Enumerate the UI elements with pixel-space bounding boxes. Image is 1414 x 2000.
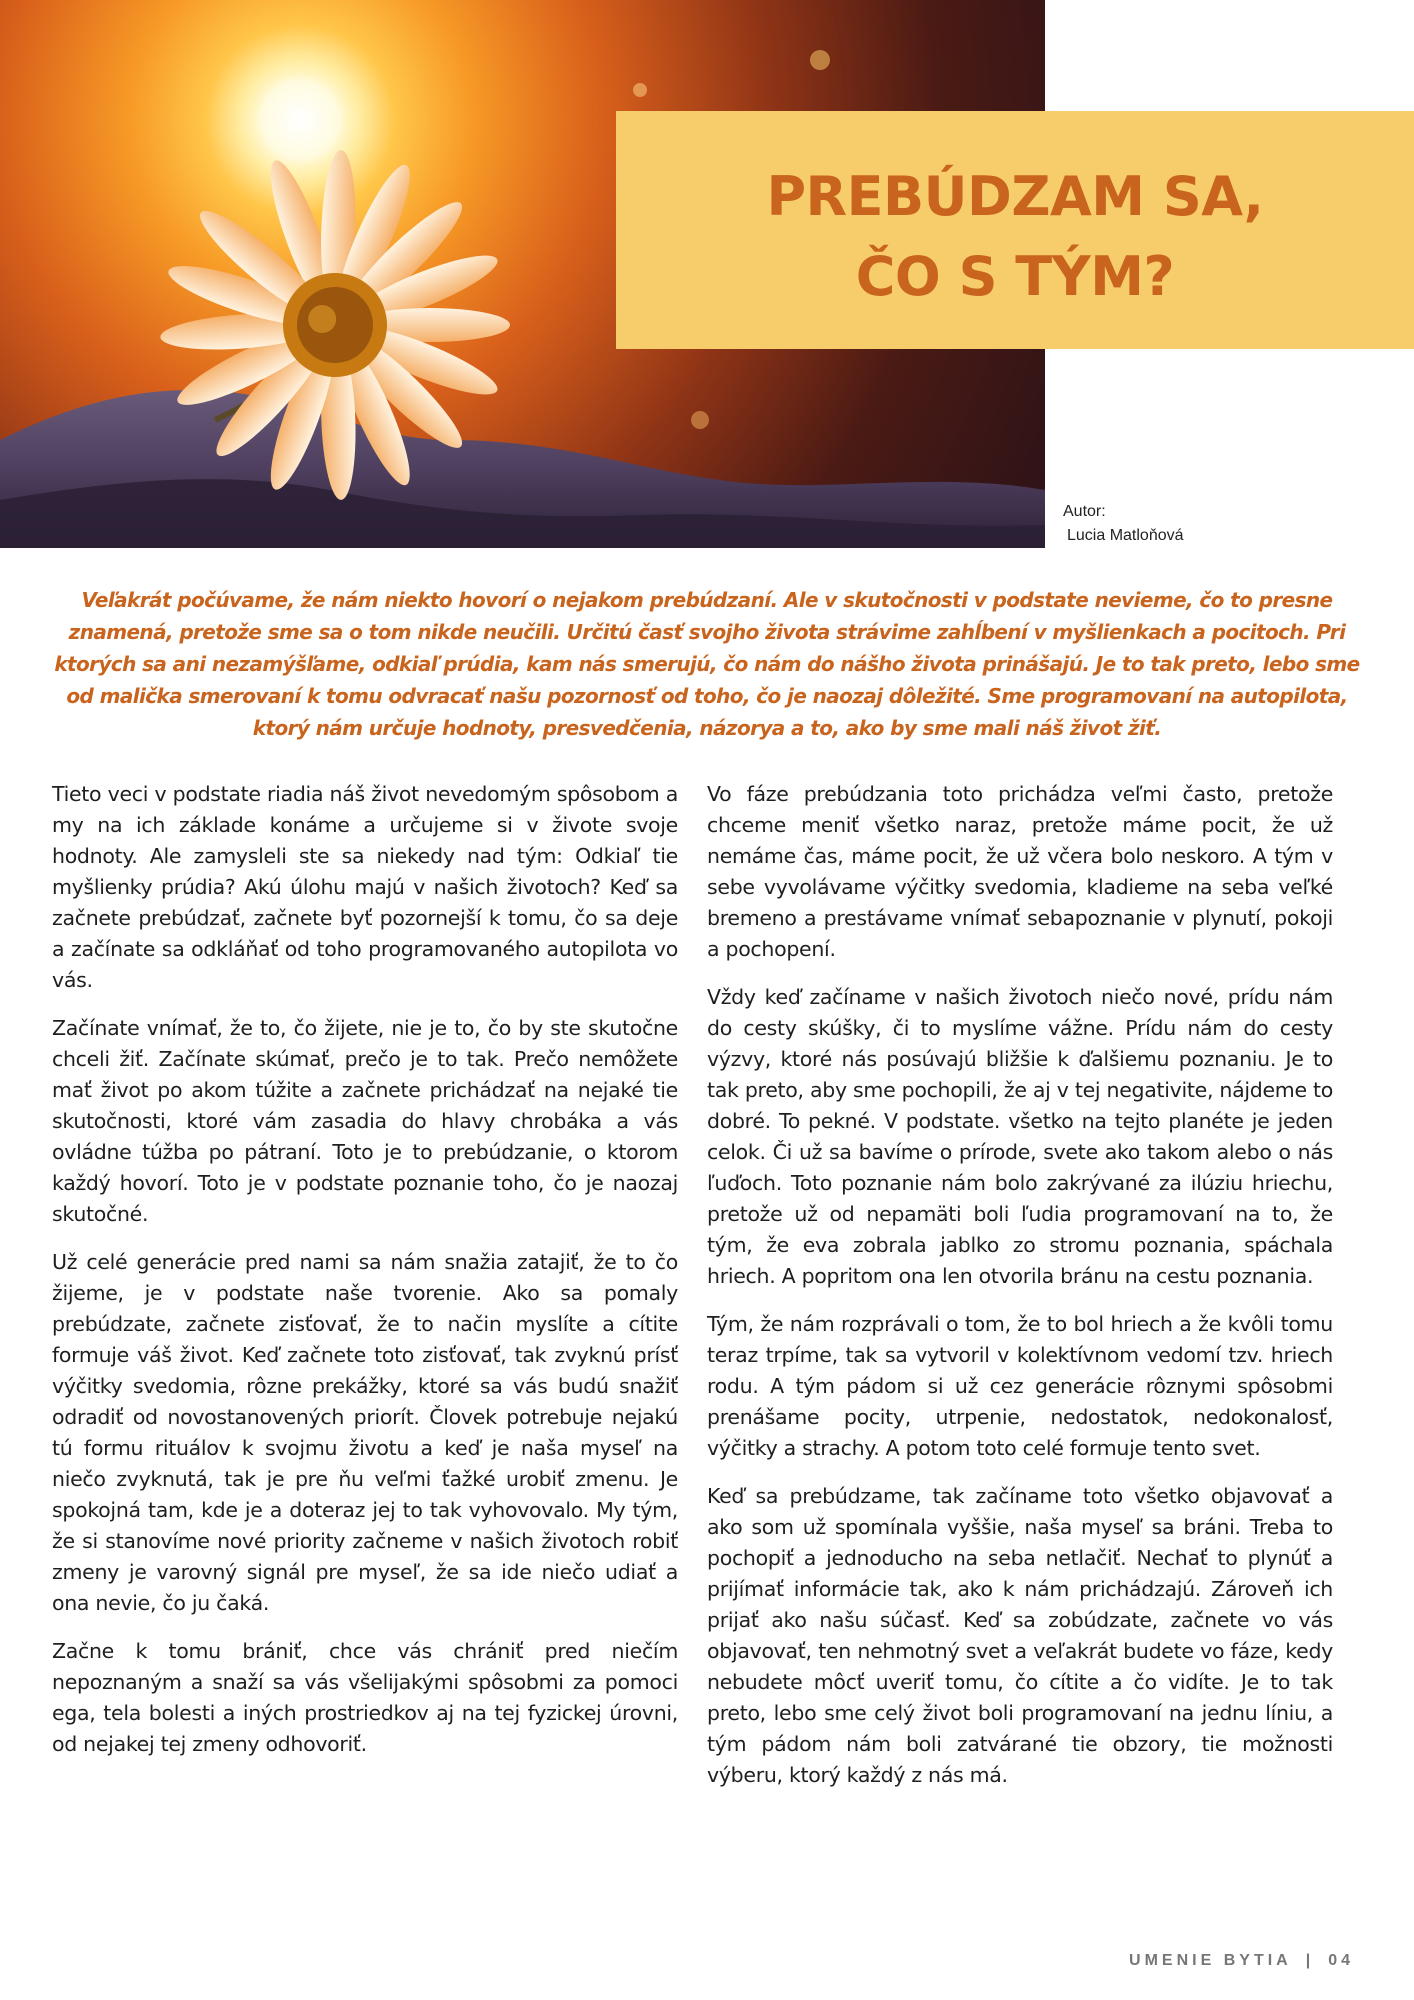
paragraph: Keď sa prebúdzame, tak začíname toto všetko objavovať a ako som už spomínala vyššie, naša myseľ sa bráni. Treba to pochopiť a jednoducho na seba netlačiť. Nechať to plynúť a prijímať informácie tak, ako k nám prichádzajú. Zároveň ich prijať ako našu súčasť. Keď sa zobúdzate, začnete vo vás objavovať, ten nehmotný svet a veľakrát budete vo fáze, kedy nebudete môcť uveriť tomu, čo cítite a čo vidíte. Je to tak preto, lebo sme celý život boli programovaní na jednu líniu, a tým pádom nám boli zatvárané tie obzory, tie možnosti výberu, ktorý každý z nás má.: [707, 1484, 1333, 1787]
paragraph: Tým, že nám rozprávali o tom, že to bol hriech a že kvôli tomu teraz trpíme, tak sa vytvoril v kolektívnom vedomí tzv. hriech rodu. A tým pádom si už cez generácie rôznymi spôsobmi prenášame pocity, utrpenie, nedostatok, nedokonalosť, výčitky a strachy. A potom toto celé formuje tento svet.: [707, 1312, 1333, 1460]
author-name: Lucia Matloňová: [1067, 527, 1184, 544]
title-line-1: PREBÚDZAM SA,: [766, 165, 1264, 228]
magazine-name: UMENIE BYTIA: [1129, 1952, 1292, 1969]
paragraph: Vo fáze prebúdzania toto prichádza veľmi často, pretože chceme meniť všetko naraz, pretože máme pocit, že už nemáme čas, máme pocit, že už včera bolo neskoro. A tým v sebe vyvolávame výčitky svedomia, kladieme na seba veľké bremeno a prestávame vnímať sebapoznanie v plynutí, pokoji a pochopení.: [707, 782, 1333, 961]
paragraph: Začínate vnímať, že to, čo žijete, nie je to, čo by ste skutočne chceli žiť. Začínate skúmať, prečo je to tak. Prečo nemôžete mať život po akom túžite a začnete prichádzať na nejaké tie skutočnosti, ktoré vám zasadia do hlavy chrobáka a vás ovládne túžba po pátraní. Toto je to prebúdzanie, o ktorom každý hovorí. Toto je v podstate poznanie toho, čo je naozaj skutočné.: [52, 1016, 678, 1226]
page-footer: [1129, 1952, 1354, 1970]
author-block: [1063, 500, 1184, 548]
article-title: [616, 157, 1414, 317]
footer-separator: |: [1305, 1952, 1315, 1969]
paragraph: Už celé generácie pred nami sa nám snažia zatajiť, že to čo žijeme, je v podstate naše tvorenie. Ako sa pomaly prebúdzate, začnete zisťovať, že to način myslíte a cítite formuje váš život. Keď začnete toto zisťovať, tak zvyknú prísť výčitky svedomia, rôzne prekážky, ktoré sa vás budú snažiť odradiť od novostanovených priorít. Človek potrebuje nejakú tú formu rituálov k svojmu životu a keď je naša myseľ na niečo zvyknutá, tak je pre ňu veľmi ťažké urobiť zmenu. Je spokojná tam, kde je a doteraz jej to tak vyhovovalo. My tým, že si stanovíme nové priority začneme v našich životoch robiť zmeny je varovný signál pre myseľ, že sa ide niečo udiať a ona nevie, čo ju čaká.: [52, 1250, 678, 1615]
paragraph: Začne k tomu brániť, chce vás chrániť pred niečím nepoznaným a snaží sa vás všelijakými spôsobmi za pomoci ega, tela bolesti a iných prostriedkov aj na tej fyzickej úrovni, od nejakej tej zmeny odhovoriť.: [52, 1639, 678, 1756]
author-label: Autor:: [1063, 503, 1106, 520]
right-column: [707, 779, 1333, 1808]
title-box: [616, 111, 1414, 349]
intro-paragraph: Veľakrát počúvame, že nám niekto hovorí o nejakom prebúdzaní. Ale v skutočnosti v podstate nevieme, čo to presne znamená, pretože sme sa o tom nikde neučili. Určitú časť svojho života strávime zahĺbení v myšlienkach a pocitoch. Pri ktorých sa ani nezamýšľame, odkiaľ prúdia, kam nás smerujú, čo nám do nášho života prinášajú. Je to tak preto, lebo sme od malička smerovaní k tomu odvracať našu pozornosť od toho, čo je naozaj dôležité. Sme programovaní na autopilota, ktorý nám určuje hodnoty, presvedčenia, názorya a to, ako by sme mali náš život žiť.: [54, 588, 1360, 740]
page-number: 04: [1328, 1952, 1354, 1969]
paragraph: Vždy keď začíname v našich životoch niečo nové, prídu nám do cesty skúšky, či to myslíme vážne. Prídu nám do cesty výzvy, ktoré nás posúvajú bližšie k ďalšiemu poznaniu. Je to tak preto, aby sme pochopili, že aj v tej negativite, nájdeme to dobré. To pekné. V podstate. všetko na tejto planéte je jeden celok. Či už sa bavíme o prírode, svete ako takom alebo o nás ľuďoch. Toto poznanie nám bolo zakrývané za ilúziu hriechu, pretože už od nepamäti boli ľudia programovaní na to, že tým, že eva zobrala jablko zo stromu poznania, spáchala hriech. A popritom ona len otvorila bránu na cestu poznania.: [707, 985, 1333, 1288]
title-line-2: ČO S TÝM?: [855, 245, 1175, 308]
paragraph: Tieto veci v podstate riadia náš život nevedomým spôsobom a my na ich základe konáme a určujeme si v živote svoje hodnoty. Ale zamysleli ste sa niekedy nad tým: Odkiaľ tie myšlienky prúdia? Akú úlohu majú v našich životoch? Keď sa začnete prebúdzať, začnete byť pozornejší k tomu, čo sa deje a začínate sa odkláňať od toho programovaného autopilota vo vás.: [52, 782, 678, 992]
left-column: [52, 779, 678, 1777]
